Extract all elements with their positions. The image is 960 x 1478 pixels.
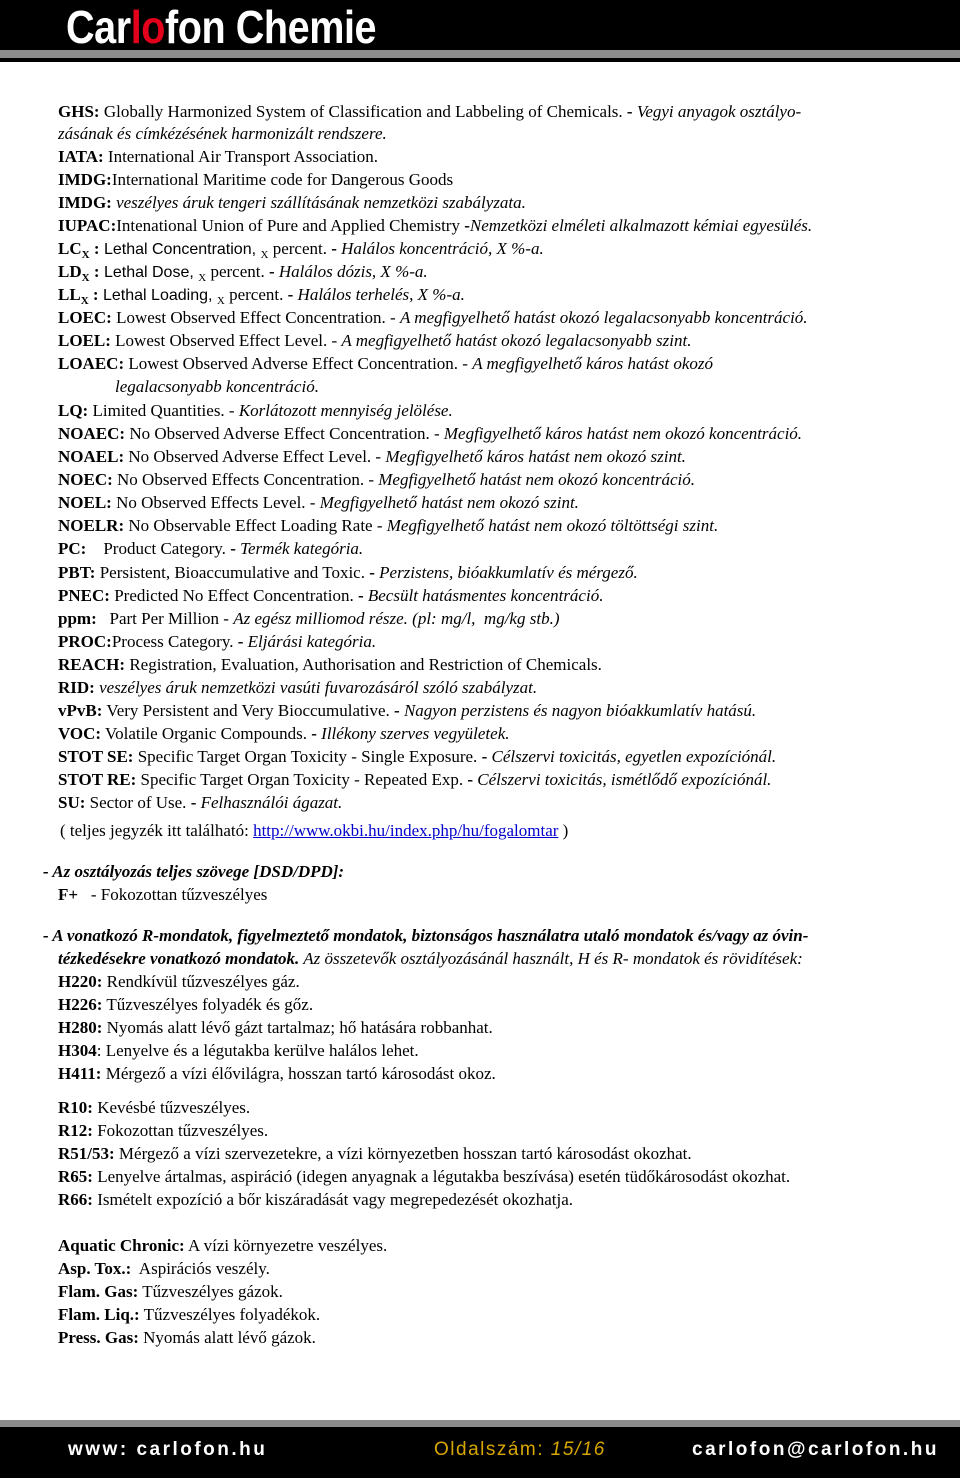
glossary-entry-ghs: GHS: Globally Harmonized System of Classification and Labbeling of Chemicals. - Vegyi anyagok osztályo- [58, 102, 802, 121]
glossary-entry-ppm: ppm: Part Per Million - Az egész milliomod része. (pl: mg/l, mg/kg stb.) [58, 609, 560, 628]
glossary-entry-loel: LOEL: Lowest Observed Effect Level. - A megfigyelhető hatást okozó legalacsonyabb szint. [58, 331, 692, 350]
h-phrase-h226: H226: Tűzveszélyes folyadék és gőz. [58, 995, 314, 1014]
section-heading-r-phrases-cont: tézkedésekre vonatkozó mondatok. Az összetevők osztályozásánál használt, H és R- mondatok és rövidítések: [58, 949, 803, 968]
glossary-entry-stot-se: STOT SE: Specific Target Organ Toxicity - Single Exposure. - Célszervi toxicitás, egyetlen expozíciónál. [58, 747, 777, 766]
abbrev-asp-tox: Asp. Tox.: Aspirációs veszély. [58, 1259, 270, 1278]
h-phrase-h220: H220: Rendkívül tűzveszélyes gáz. [58, 972, 300, 991]
abbrev-press-gas: Press. Gas: Nyomás alatt lévő gázok. [58, 1328, 316, 1347]
h-phrase-h304: H304: Lenyelve és a légutakba kerülve halálos lehet. [58, 1041, 419, 1060]
r-phrase-r51-53: R51/53: Mérgező a vízi szervezetekre, a vízi környezetben hosszan tartó károsodást okozhat. [58, 1144, 692, 1163]
h-phrase-h280: H280: Nyomás alatt lévő gázt tartalmaz; hő hatására robbanhat. [58, 1018, 493, 1037]
r-phrase-r12: R12: Fokozottan tűzveszélyes. [58, 1121, 269, 1140]
footer-rule [0, 1420, 960, 1427]
abbrev-flam-gas: Flam. Gas: Tűzveszélyes gázok. [58, 1282, 283, 1301]
glossary-entry-pc: PC: Product Category. - Termék kategória. [58, 539, 364, 558]
r-phrase-r10: R10: Kevésbé tűzveszélyes. [58, 1098, 251, 1117]
glossary-entry-llx: $LL_X$ : Lethal Loading, $_X$ percent. - Halálos terhelés, X %-a. [58, 285, 465, 307]
glossary-entry-lcx: $LC_X$ : Lethal Concentration, $_X$ percent. - Halálos koncentráció, X %-a. [58, 239, 544, 261]
glossary-entry-reach: REACH: Registration, Evaluation, Authorisation and Restriction of Chemicals. [58, 655, 602, 674]
glossary-entry-noaec: NOAEC: No Observed Adverse Effect Concentration. - Megfigyelhető káros hatást nem okozó koncentráció. [58, 424, 803, 443]
classification-f-plus: F+ - Fokozottan tűzveszélyes [58, 885, 268, 904]
glossary-link[interactable]: http://www.okbi.hu/index.php/hu/fogalomtar [253, 821, 559, 840]
glossary-entry-iata: IATA: International Air Transport Association. [58, 147, 378, 166]
glossary-entry-noel: NOEL: No Observed Effects Level. - Megfigyelhető hatást nem okozó szint. [58, 493, 579, 512]
carlofon-chemie-logo: Carlofon Chemie [66, 1, 377, 53]
glossary-entry-noelr: NOELR: No Observable Effect Loading Rate - Megfigyelhető hatást nem okozó töltöttségi szint. [58, 516, 719, 535]
abbrev-aquatic-chronic: Aquatic Chronic: A vízi környezetre veszélyes. [58, 1236, 388, 1255]
glossary-entry-loaec: LOAEC: Lowest Observed Adverse Effect Concentration. - A megfigyelhető káros hatást okozó [58, 354, 714, 373]
glossary-entry-rid: RID: veszélyes áruk nemzetközi vasúti fuvarozásáról szóló szabályzat. [58, 678, 538, 697]
glossary-entry-stot-re: STOT RE: Specific Target Organ Toxicity - Repeated Exp. - Célszervi toxicitás, ismétlődő expozíciónál. [58, 770, 772, 789]
h-phrase-h411: H411: Mérgező a vízi élővilágra, hosszan tartó károsodást okoz. [58, 1064, 496, 1083]
glossary-entry-loec: LOEC: Lowest Observed Effect Concentration. - A megfigyelhető hatást okozó legalacsonyabb koncentráció. [58, 308, 808, 327]
glossary-entry-iupac: IUPAC:Intenational Union of Pure and Applied Chemistry -Nemzetközi elméleti alkalmazott kémiai egyesülés. [58, 216, 813, 235]
footer-page-number: Oldalszám: 15/16 [434, 1439, 606, 1460]
footer-website: www: carlofon.hu [68, 1439, 268, 1460]
glossary-entry-su: SU: Sector of Use. - Felhasználói ágazat. [58, 793, 343, 812]
r-phrase-r66: R66: Ismételt expozíció a bőr kiszáradását vagy megrepedezését okozhatja. [58, 1190, 573, 1209]
glossary-entry-lq: LQ: Limited Quantities. - Korlátozott mennyiség jelölése. [58, 401, 453, 420]
glossary-entry-proc: PROC:Process Category. - Eljárási kategória. [58, 632, 377, 651]
section-heading-r-phrases: - A vonatkozó R-mondatok, figyelmeztető mondatok, biztonságos használatra utaló mondatok és/vagy az óvin- [43, 926, 809, 945]
glossary-entry-noael: NOAEL: No Observed Adverse Effect Level. - Megfigyelhető káros hatást nem okozó szint. [58, 447, 686, 466]
glossary-entry-pbt: PBT: Persistent, Bioaccumulative and Toxic. - Perzistens, bióakkumlatív és mérgező. [58, 563, 638, 582]
glossary-entry-ghs-cont: zásának és címkézésének harmonizált rendszere. [58, 124, 387, 143]
glossary-entry-imdg: IMDG:International Maritime code for Dangerous Goods [58, 170, 454, 189]
glossary-entry-pnec: PNEC: Predicted No Effect Concentration. - Becsült hatásmentes koncentráció. [58, 586, 604, 605]
glossary-entry-vpvb: vPvB: Very Persistent and Very Bioccumulative. - Nagyon perzistens és nagyon bióakkumlatív hatású. [58, 701, 757, 720]
section-heading-classification: - Az osztályozás teljes szövege [DSD/DPD]: [43, 862, 345, 881]
glossary-entry-imdg-hu: IMDG: veszélyes áruk tengeri szállításának nemzetközi szabályzata. [58, 193, 526, 212]
r-phrase-r65: R65: Lenyelve ártalmas, aspiráció (idegen anyagnak a légutakba beszívása) esetén tüdőkárosodást okozhat. [58, 1167, 791, 1186]
glossary-reference-line: ( teljes jegyzék itt található: http://www.okbi.hu/index.php/hu/fogalomtar ) [60, 821, 569, 840]
footer-email: carlofon@carlofon.hu [692, 1439, 939, 1460]
glossary-entry-voc: VOC: Volatile Organic Compounds. - Illékony szerves vegyületek. [58, 724, 510, 743]
glossary-entry-noec: NOEC: No Observed Effects Concentration. - Megfigyelhető hatást nem okozó koncentráció. [58, 470, 696, 489]
glossary-entry-loaec-cont: legalacsonyabb koncentráció. [115, 377, 319, 396]
abbrev-flam-liq: Flam. Liq.: Tűzveszélyes folyadékok. [58, 1305, 321, 1324]
glossary-entry-ldx: $LD_X$ : Lethal Dose, $_X$ percent. - Halálos dózis, X %-a. [58, 262, 428, 284]
